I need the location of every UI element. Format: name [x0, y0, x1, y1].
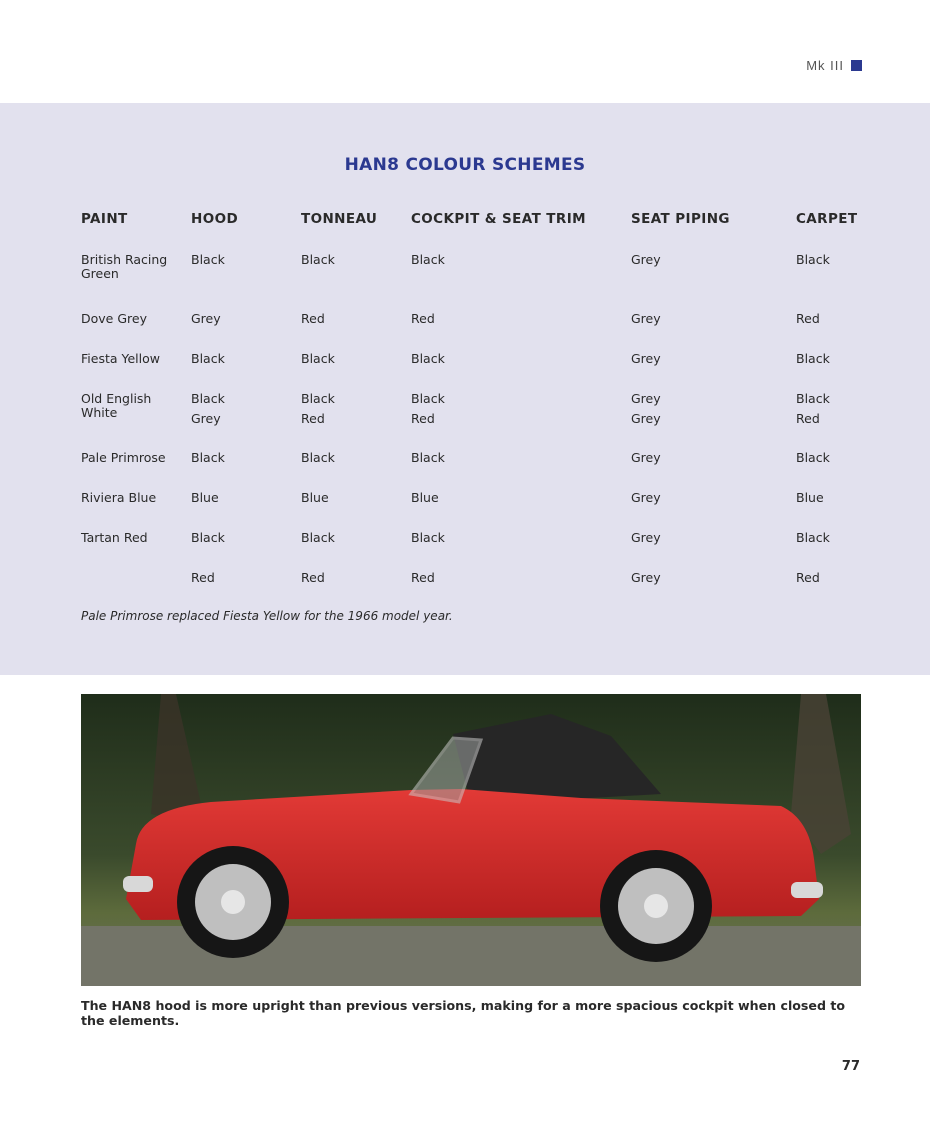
table-footnote: Pale Primrose replaced Fiesta Yellow for the 1966 model year. — [81, 609, 453, 623]
cell-trim: Red — [411, 570, 435, 585]
cell-carpet: Black — [796, 252, 830, 267]
cell-piping: Grey — [631, 252, 661, 267]
running-head — [806, 58, 862, 73]
colour-schemes-panel — [0, 103, 930, 675]
cell-piping: Grey — [631, 570, 661, 585]
cell-carpet: Red — [796, 570, 820, 585]
cell-tonneau: Red — [301, 311, 325, 326]
cell-hood: Red — [191, 570, 215, 585]
cell-tonneau: Black — [301, 530, 335, 545]
cell-piping: Grey — [631, 311, 661, 326]
cell-piping: Grey — [631, 351, 661, 366]
cell-trim: Black — [411, 252, 445, 267]
header-seat-piping: SEAT PIPING — [631, 211, 730, 227]
cell-trim: Black Red — [411, 391, 445, 426]
cell-tonneau: Black — [301, 450, 335, 465]
cell-hood: Grey — [191, 311, 221, 326]
photo-caption: The HAN8 hood is more upright than previous versions, making for a more spacious cockpit when closed to the elements. — [81, 998, 846, 1028]
cell-carpet: Black — [796, 351, 830, 366]
cell-carpet: Black — [796, 530, 830, 545]
cell-piping: Grey — [631, 530, 661, 545]
cell-tonneau: Black Red — [301, 391, 335, 426]
cell-piping: Grey Grey — [631, 391, 661, 426]
car-illustration — [81, 694, 861, 986]
cell-paint: Dove Grey — [81, 311, 147, 326]
cell-hood: Black Grey — [191, 391, 225, 426]
cell-paint: Tartan Red — [81, 530, 148, 545]
cell-hood: Black — [191, 530, 225, 545]
cell-trim: Black — [411, 351, 445, 366]
cell-carpet: Black Red — [796, 391, 830, 426]
cell-hood: Black — [191, 351, 225, 366]
cell-hood: Black — [191, 252, 225, 267]
cell-trim: Black — [411, 450, 445, 465]
cell-paint: British Racing Green — [81, 252, 168, 281]
cell-piping: Grey — [631, 450, 661, 465]
cell-trim: Red — [411, 311, 435, 326]
square-marker-icon — [851, 60, 862, 71]
cell-paint: Riviera Blue — [81, 490, 157, 505]
header-tonneau: TONNEAU — [301, 211, 378, 227]
cell-carpet: Red — [796, 311, 820, 326]
cell-tonneau: Black — [301, 252, 335, 267]
cell-piping: Grey — [631, 490, 661, 505]
red-roadster-photo — [81, 694, 861, 986]
cell-paint: Pale Primrose — [81, 450, 166, 465]
header-cockpit-trim: COCKPIT & SEAT TRIM — [411, 211, 586, 227]
header-hood: HOOD — [191, 211, 239, 227]
running-head-text: Mk III — [806, 58, 844, 73]
header-paint: PAINT — [81, 211, 128, 227]
cell-carpet: Black — [796, 450, 830, 465]
cell-paint: Fiesta Yellow — [81, 351, 160, 366]
cell-tonneau: Blue — [301, 490, 329, 505]
cell-hood: Blue — [191, 490, 219, 505]
header-carpet: CARPET — [796, 211, 858, 227]
page-number: 77 — [841, 1059, 860, 1074]
cell-tonneau: Black — [301, 351, 335, 366]
cell-trim: Black — [411, 530, 445, 545]
cell-trim: Blue — [411, 490, 439, 505]
panel-title: HAN8 COLOUR SCHEMES — [344, 155, 586, 175]
cell-carpet: Blue — [796, 490, 824, 505]
cell-tonneau: Red — [301, 570, 325, 585]
cell-hood: Black — [191, 450, 225, 465]
cell-paint: Old English White — [81, 391, 152, 420]
